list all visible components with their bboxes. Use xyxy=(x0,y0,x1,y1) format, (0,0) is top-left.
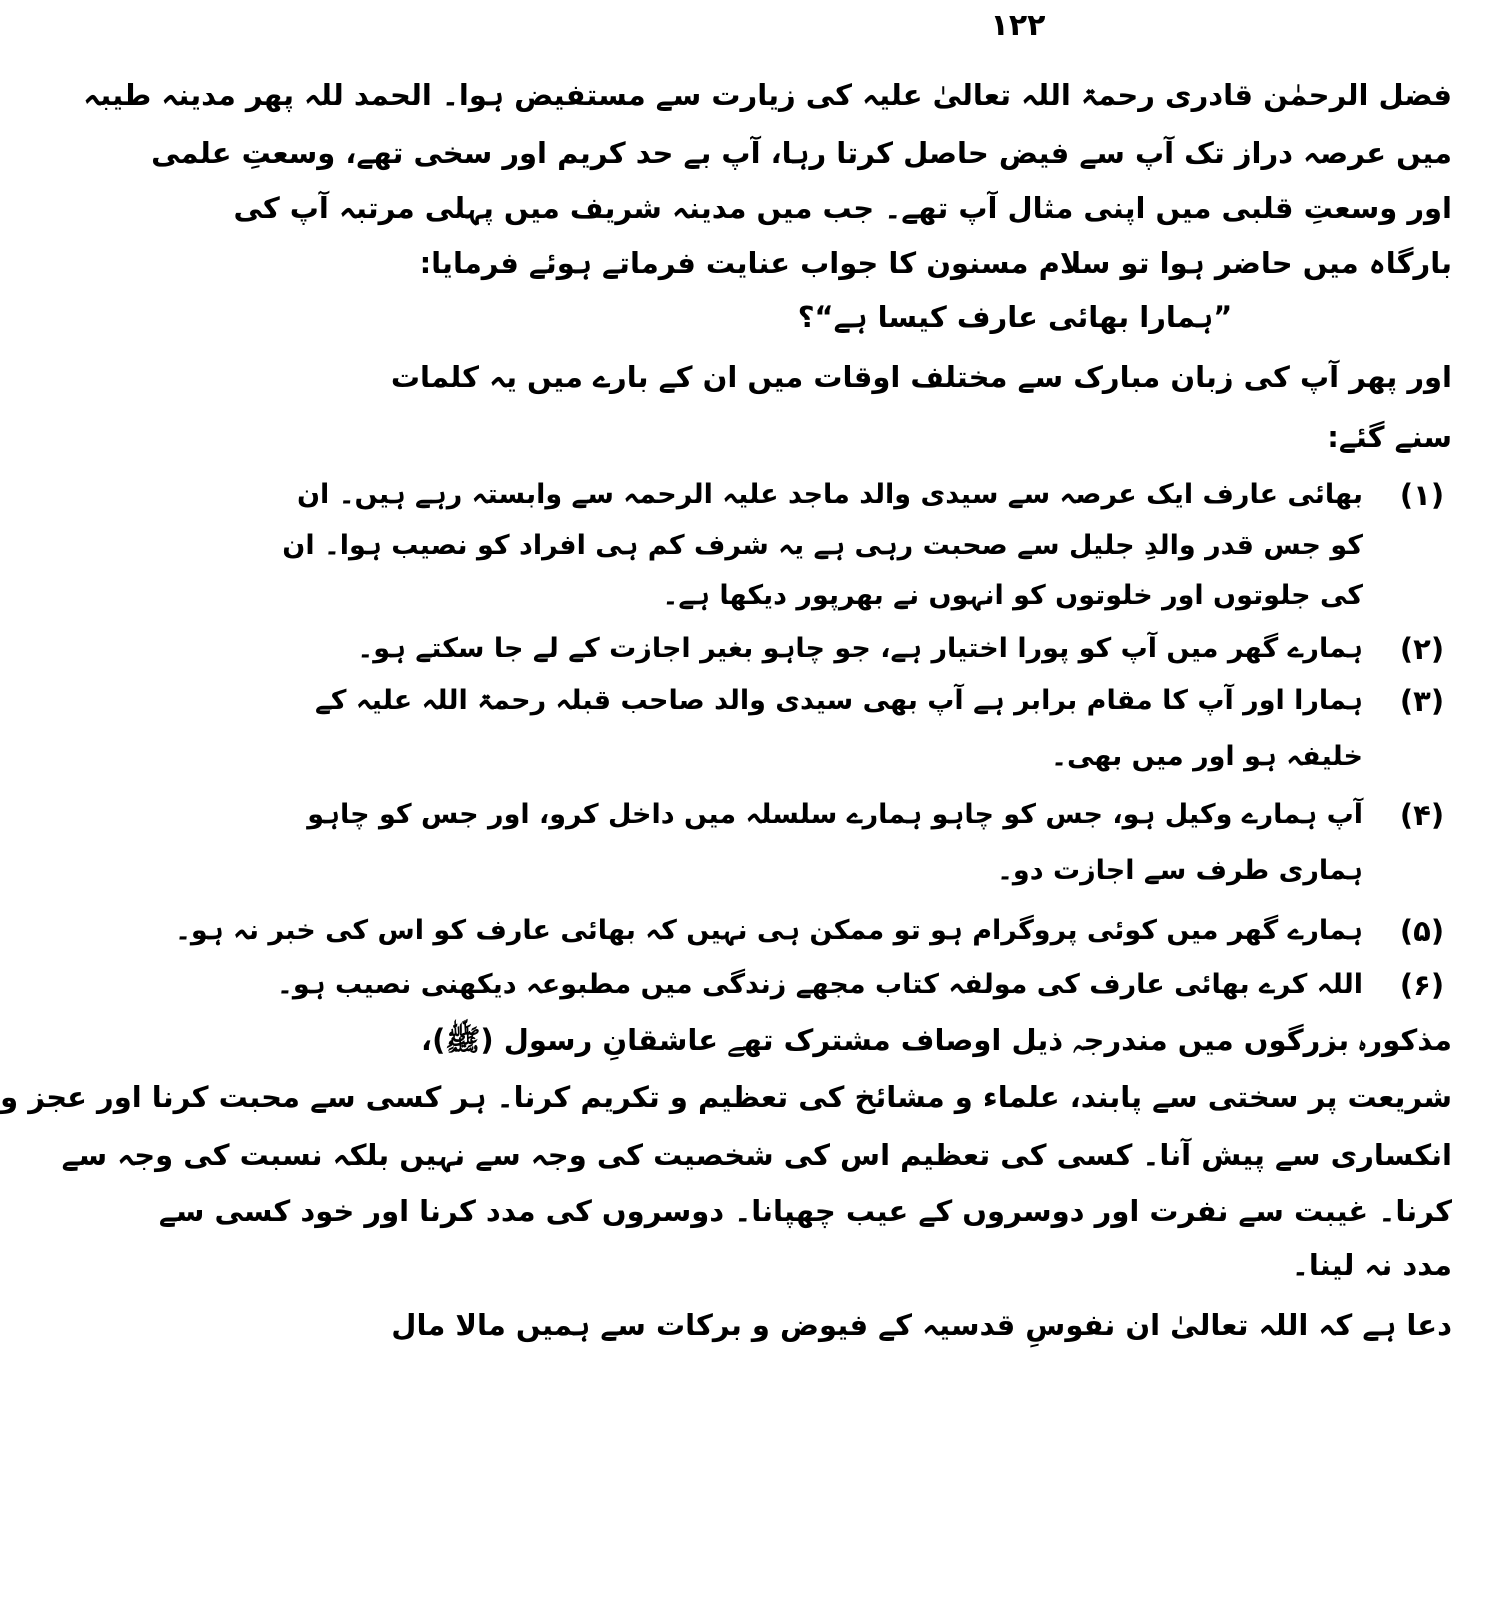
paragraph-line: اور پھر آپ کی زبان مبارک سے مختلف اوقات میں ان کے بارے میں یہ کلمات xyxy=(390,360,1452,394)
item-line: خلیفہ ہو اور میں بھی۔ xyxy=(1051,741,1363,772)
item-line: کو جس قدر والدِ جلیل سے صحبت رہی ہے یہ شرف کم ہی افراد کو نصیب ہوا۔ ان xyxy=(282,530,1363,561)
paragraph-line: انکساری سے پیش آنا۔ کسی کی تعظیم اس کی شخصیت کی وجہ سے نہیں بلکہ نسبت کی وجہ سے xyxy=(61,1138,1452,1172)
paragraph-line: مذکورہ بزرگوں میں مندرجہ ذیل اوصاف مشترک تھے عاشقانِ رسول (ﷺ)، xyxy=(421,1023,1452,1057)
paragraph-line: دعا ہے کہ اللہ تعالیٰ ان نفوسِ قدسیہ کے فیوض و برکات سے ہمیں مالا مال xyxy=(391,1308,1452,1342)
item-line: آپ ہمارے وکیل ہو، جس کو چاہو ہمارے سلسلہ میں داخل کرو، اور جس کو چاہو xyxy=(307,799,1363,830)
item-number: (۵) xyxy=(1399,914,1445,948)
intro-line: فضل الرحمٰن قادری رحمۃ اللہ تعالیٰ علیہ کی زیارت سے مستفیض ہوا۔ الحمد للہ پھر مدینہ طیبہ xyxy=(83,78,1452,112)
quote-line: ”ہمارا بھائی عارف کیسا ہے“؟ xyxy=(797,300,1233,334)
item-number: (۶) xyxy=(1399,968,1445,1002)
item-line: کی جلوتوں اور خلوتوں کو انہوں نے بھرپور دیکھا ہے۔ xyxy=(662,580,1363,611)
item-line: ہمارے گھر میں کوئی پروگرام ہو تو ممکن ہی نہیں کہ بھائی عارف کو اس کی خبر نہ ہو۔ xyxy=(175,915,1363,946)
item-line: اللہ کرے بھائی عارف کی مولفہ کتاب مجھے زندگی میں مطبوعہ دیکھنی نصیب ہو۔ xyxy=(277,969,1363,1000)
paragraph-line: کرنا۔ غیبت سے نفرت اور دوسروں کے عیب چھپانا۔ دوسروں کی مدد کرنا اور خود کسی سے xyxy=(158,1194,1452,1228)
intro-line: بارگاہ میں حاضر ہوا تو سلام مسنون کا جواب عنایت فرماتے ہوئے فرمایا: xyxy=(419,246,1452,280)
paragraph-line: شریعت پر سختی سے پابند، علماء و مشائخ کی تعظیم و تکریم کرنا۔ ہر کسی سے محبت کرنا اور عجز و xyxy=(0,1080,1452,1114)
item-line: بھائی عارف ایک عرصہ سے سیدی والد ماجد علیہ الرحمہ سے وابستہ رہے ہیں۔ ان xyxy=(297,479,1363,510)
item-line: ہمارے گھر میں آپ کو پورا اختیار ہے، جو چاہو بغیر اجازت کے لے جا سکتے ہو۔ xyxy=(357,633,1363,664)
item-number: (۲) xyxy=(1399,632,1445,666)
item-number: (۳) xyxy=(1399,684,1445,718)
item-number: (۴) xyxy=(1399,798,1445,832)
item-line: ہماری طرف سے اجازت دو۔ xyxy=(997,855,1363,886)
item-number: (۱) xyxy=(1399,478,1445,512)
paragraph-line: مدد نہ لینا۔ xyxy=(1291,1248,1452,1282)
intro-line: اور وسعتِ قلبی میں اپنی مثال آپ تھے۔ جب میں مدینہ شریف میں پہلی مرتبہ آپ کی xyxy=(233,191,1452,225)
page-number: ۱۲۲ xyxy=(990,8,1046,43)
paragraph-line: سنے گئے: xyxy=(1327,420,1452,454)
item-line: ہمارا اور آپ کا مقام برابر ہے آپ بھی سیدی والد صاحب قبلہ رحمۃ اللہ علیہ کے xyxy=(314,685,1363,716)
intro-line: میں عرصہ دراز تک آپ سے فیض حاصل کرتا رہا، آپ بے حد کریم اور سخی تھے، وسعتِ علمی xyxy=(151,136,1452,170)
